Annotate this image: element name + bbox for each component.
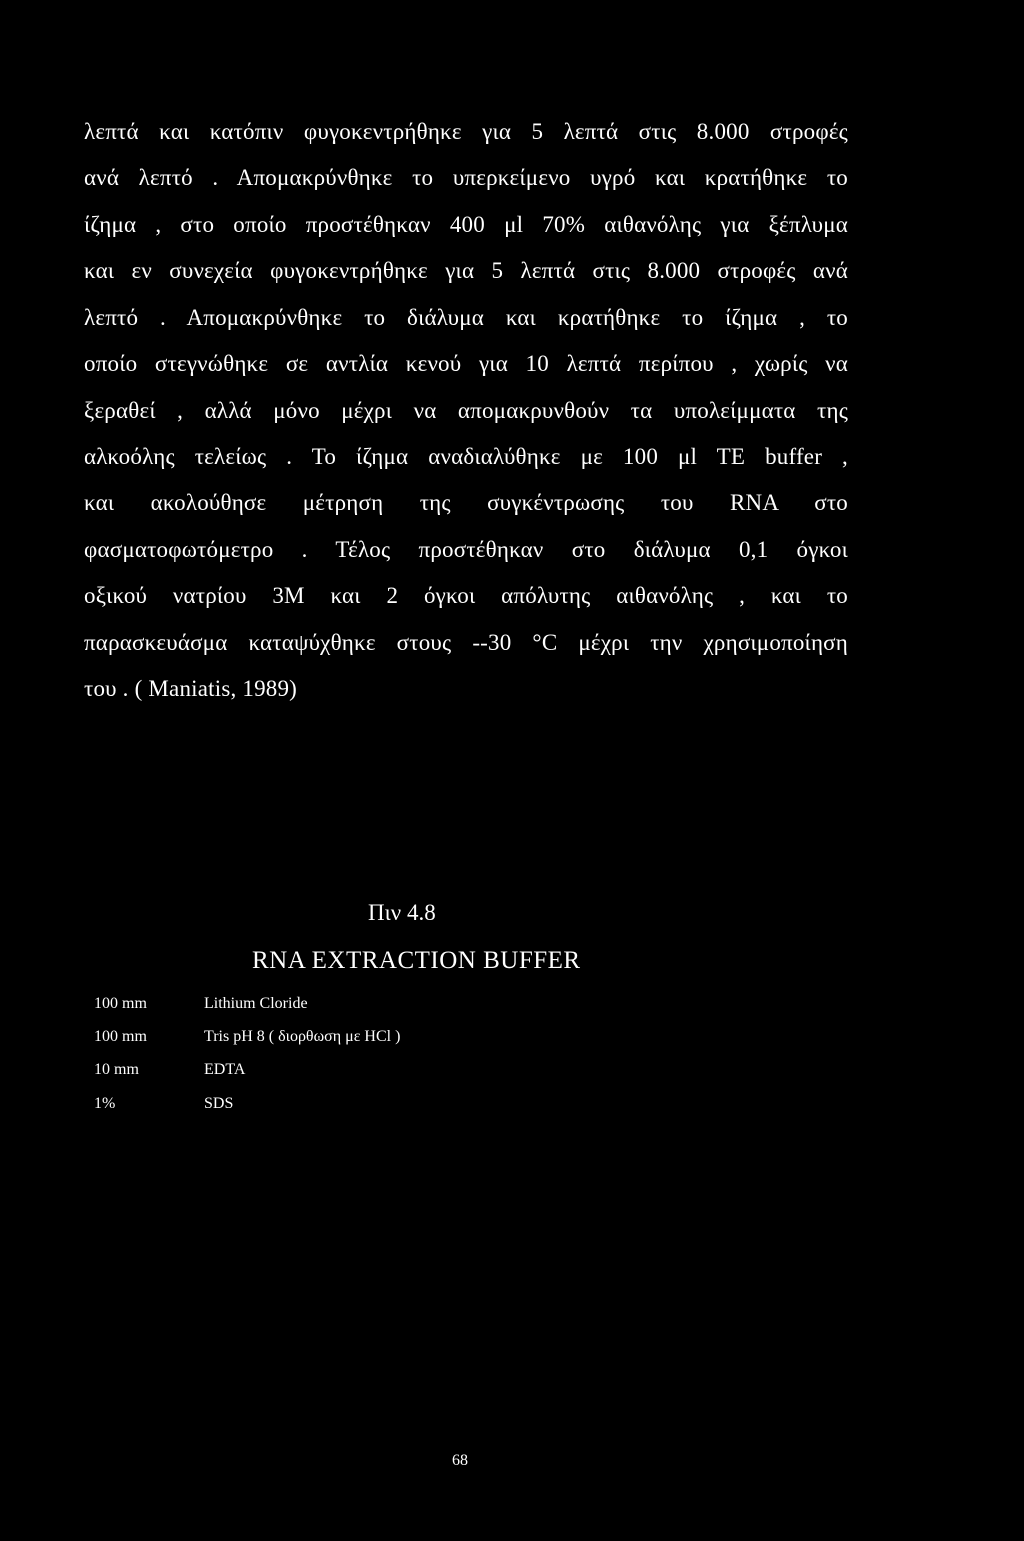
row-description: EDTA (204, 1061, 246, 1078)
row-amount: 100 mm (94, 1028, 147, 1045)
paragraph-line: του . ( Maniatis, 1989) (84, 676, 298, 701)
paragraph-line: οξικού νατρίου 3M και 2 όγκοι απόλυτης αιθανόλης , και το (84, 583, 848, 608)
row-amount: 1% (94, 1095, 116, 1112)
paragraph-line: φασματοφωτόμετρο . Τέλος προστέθηκαν στο διάλυμα 0,1 όγκοι (84, 537, 848, 562)
paragraph-line: ξεραθεί , αλλά μόνο μέχρι να απομακρυνθούν τα υπολείμματα της (84, 398, 848, 423)
paragraph-line: οποίο στεγνώθηκε σε αντλία κενού για 10 λεπτά περίπου , χωρίς να (84, 351, 848, 376)
paragraph-line: ανά λεπτό . Απομακρύνθηκε το υπερκείμενο υγρό και κρατήθηκε το (84, 165, 848, 190)
paragraph-line: ίζημα , στο οποίο προστέθηκαν 400 μl 70% αιθανόλης για ξέπλυμα (84, 212, 848, 237)
row-description: Lithium Cloride (204, 995, 308, 1012)
paragraph-line: παρασκευάσμα καταψύχθηκε στους --30 °C μέχρι την χρησιμοποίηση (84, 630, 848, 655)
row-description: SDS (204, 1095, 234, 1112)
paragraph-line: και ακολούθησε μέτρηση της συγκέντρωσης του RNA στο (84, 490, 848, 515)
row-amount: 100 mm (94, 995, 147, 1012)
row-amount: 10 mm (94, 1061, 139, 1078)
paragraph-line: αλκοόλης τελείως . Το ίζημα αναδιαλύθηκε με 100 μl TE buffer , (84, 444, 848, 469)
table-title: RNA EXTRACTION BUFFER (252, 947, 581, 974)
table-caption: Πιν 4.8 (368, 900, 436, 925)
paragraph-line: λεπτά και κατόπιν φυγοκεντρήθηκε για 5 λεπτά στις 8.000 στροφές (84, 119, 848, 144)
paragraph-line: και εν συνεχεία φυγοκεντρήθηκε για 5 λεπτά στις 8.000 στροφές ανά (84, 258, 848, 283)
page-number: 68 (452, 1452, 468, 1469)
row-description: Tris pH 8 ( διορθωση με HCl ) (204, 1028, 401, 1045)
paragraph-line: λεπτό . Απομακρύνθηκε το διάλυμα και κρατήθηκε το ίζημα , το (84, 305, 848, 330)
